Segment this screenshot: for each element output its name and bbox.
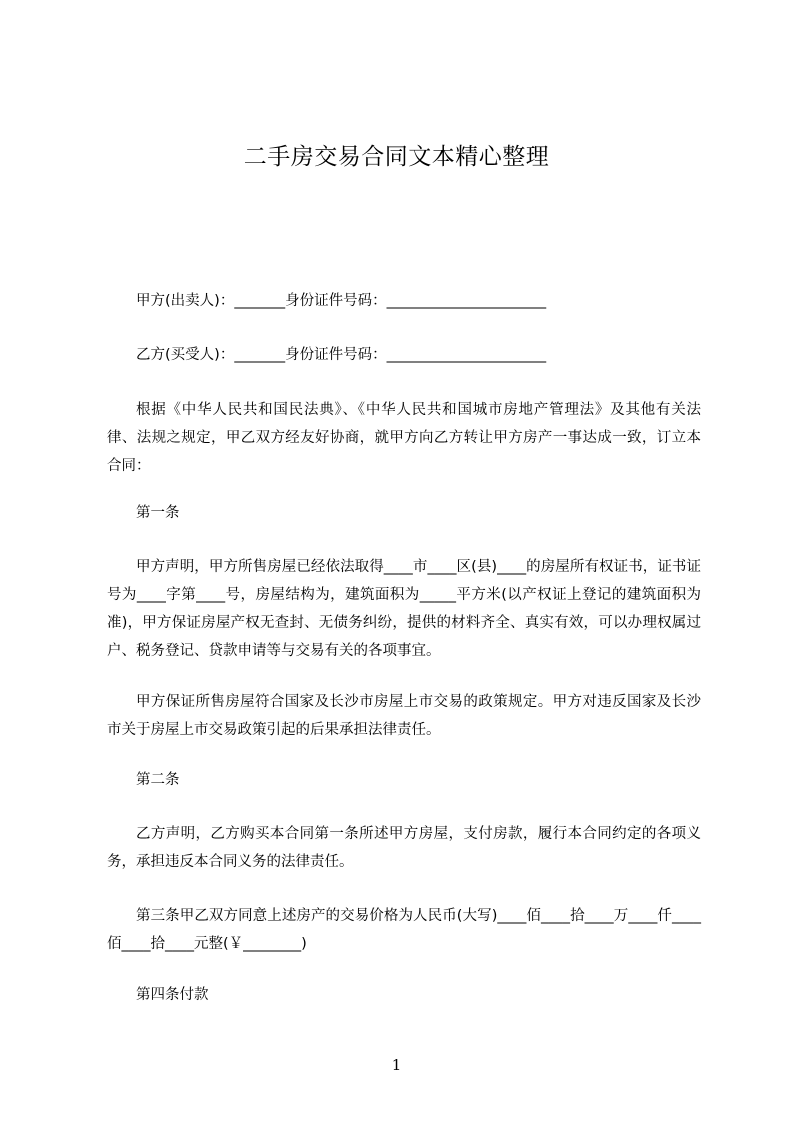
article-2-paragraph-1: 乙方声明，乙方购买本合同第一条所述甲方房屋，支付房款，履行本合同约定的各项义务，承担违反本合同义务的法律责任。 bbox=[107, 826, 701, 870]
party-a-line: 甲方(出卖人)：_______身份证件号码：______________________ bbox=[136, 293, 547, 309]
document-title: 二手房交易合同文本精心整理 bbox=[243, 144, 550, 170]
page-number: 1 bbox=[391, 1056, 402, 1074]
preamble-paragraph: 根据《中华人民共和国民法典》、《中华人民共和国城市房地产管理法》及其他有关法律、法规之规定，甲乙双方经友好协商，就甲方向乙方转让甲方房产一事达成一致，订立本合同： bbox=[107, 402, 701, 474]
article-4-heading: 第四条付款 bbox=[136, 987, 209, 1003]
article-2-heading: 第二条 bbox=[136, 772, 180, 788]
article-1-paragraph-2: 甲方保证所售房屋符合国家及长沙市房屋上市交易的政策规定。甲方对违反国家及长沙市关于房屋上市交易政策引起的后果承担法律责任。 bbox=[107, 694, 701, 738]
article-1-heading: 第一条 bbox=[136, 505, 180, 521]
article-1-paragraph-1: 甲方声明，甲方所售房屋已经依法取得____市____区(县)____的房屋所有权证书，证书证号为____字第____号，房屋结构为，建筑面积为_____平方米(以产权证上登记的建筑面积为准)，甲方保证房屋产权无查封、无债务纠纷，提供的材料齐全、真实有效，可以办理权属过户、税务登记、贷款申请等与交易有关的各项事宜。 bbox=[107, 559, 701, 659]
party-b-line: 乙方(买受人)：_______身份证件号码：______________________ bbox=[136, 347, 547, 363]
article-3-paragraph: 第三条甲乙双方同意上述房产的交易价格为人民币(大写)____佰____拾____万____仟____佰____拾____元整(￥________) bbox=[107, 908, 701, 952]
